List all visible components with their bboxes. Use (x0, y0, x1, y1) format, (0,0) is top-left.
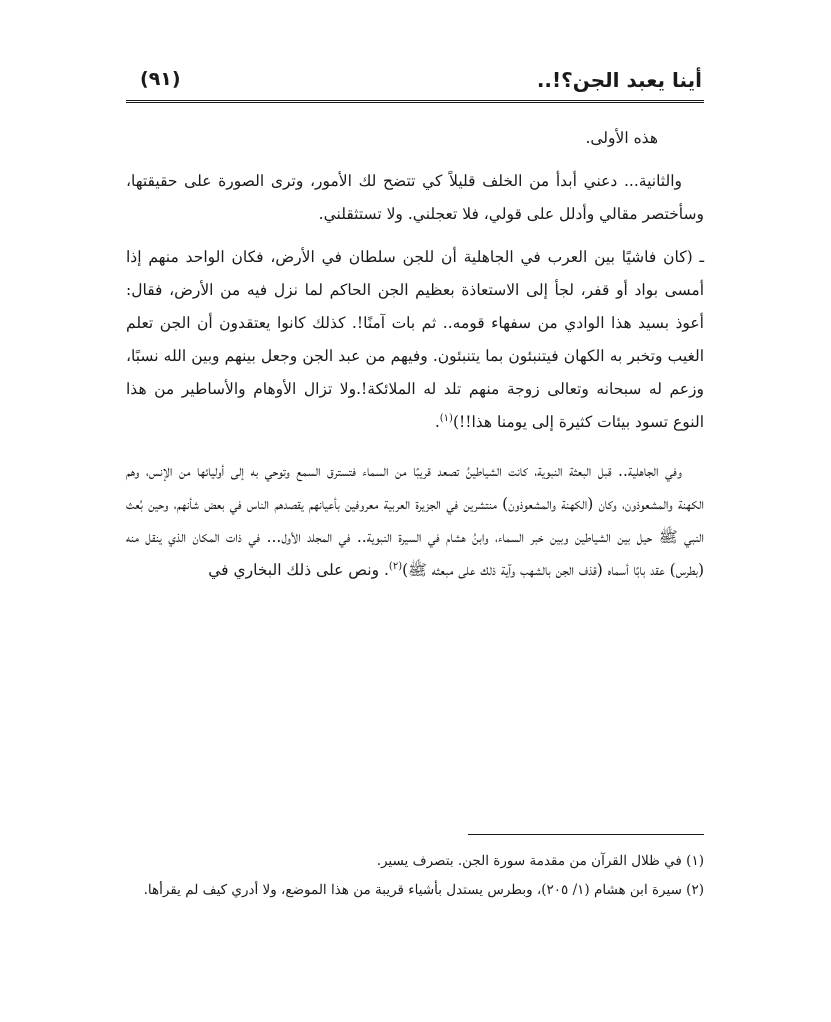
book-page (126, 66, 704, 1006)
paragraph-4: وفي الجاهلية.. قبل البعثة النبوية، كانت الشياطينُ تصعد قريبًا من السماء فتسترق السمع وتوحي به إلى أوليائها من الإنس، وهم الكهنة والمشعوذون، وكان (الكهنة والمشعوذون) منتشرين في الجزيرة العربية معروفين بأعيانهم يقصدهم الناس في بعض شأنهم، وحين بُعث النبي ﷺ حيل بين الشياطين وبين خبر السماء، وابنُ هشام في السيرة النبوية.. في المجلد الأول... في ذات المكان الذي ينقل منه (بطرس) عقد بابًا أسماه (قذف الجن بالشهب وآية ذلك على مبعثه ﷺ)$^{(٢)}$. ونص على ذلك البخاري في (126, 462, 704, 579)
footnotes (126, 848, 704, 906)
footnote-ref-2: (٢) (388, 560, 403, 572)
footnote-2: (٢) سيرة ابن هشام (١/ ٢٠٥)، وبطرس يستدل بأشياء قريبة من هذا الموضع، ولا أدري كيف لم يقرأها. (143, 882, 704, 898)
footnote-separator (468, 834, 704, 835)
page-header (126, 66, 704, 103)
page-number: (٩١) (140, 68, 181, 90)
running-title: أينا يعبد الجن؟!.. (536, 68, 702, 92)
footnote-ref-1: (١) (439, 412, 453, 424)
paragraph-3: ـ (كان فاشيًا بين العرب في الجاهلية أن للجن سلطان في الأرض، فكان الواحد منهم إذا أمسى بواد أو قفر، لجأ إلى الاستعاذة بعظيم الجن الحاكم لما نزل فيه من الأرض، فقال: أعوذ بسيد هذا الوادي من سفهاء قومه.. ثم بات آمنًا!. كذلك كانوا يعتقدون أن الجن تعلم الغيب وتخبر به الكهان فيتنبئون بما يتنبئون. وفيهم من عبد الجن وجعل بينهم وبين الله نسبًا، وزعم له سبحانه وتعالى زوجة منهم تلد له الملائكة!.ولا تزال الأوهام والأساطير من هذا النوع تسود بيئات كثيرة إلى يومنا هذا!!)$^{(١)}$. (126, 248, 704, 431)
paragraph-1: هذه الأولى. (585, 129, 658, 147)
footnote-1: (١) في ظلال القرآن من مقدمة سورة الجن. بتصرف يسير. (376, 853, 704, 869)
paragraph-2: والثانية... دعني أبدأ من الخلف قليلاً كي تتضح لك الأمور، وترى الصورة على حقيقتها، وسأختصر مقالي وأدلل على قولي، فلا تعجلني. ولا تستثقلني. (126, 172, 704, 223)
body-text (126, 122, 704, 597)
